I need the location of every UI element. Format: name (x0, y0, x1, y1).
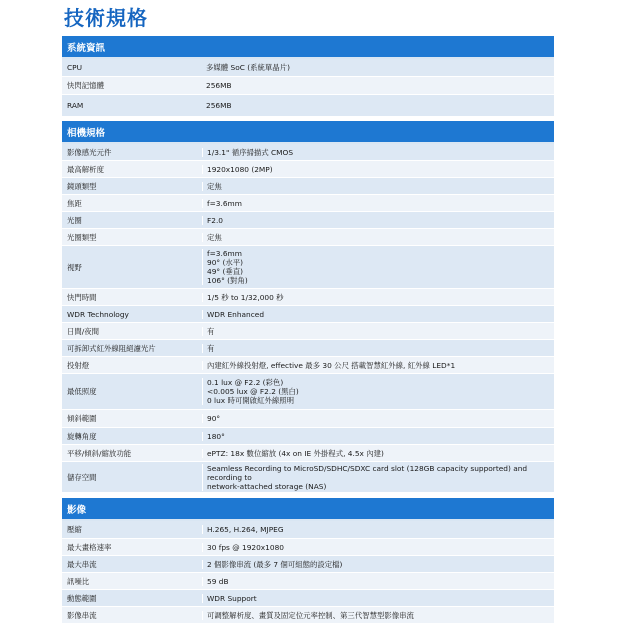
spec-row-sensor (62, 144, 554, 161)
section-header-video: 影像 (62, 498, 554, 521)
spec-label: CPU (67, 63, 83, 72)
spec-label: 儲存空間 (67, 472, 97, 482)
spec-label: 訊噪比 (67, 576, 90, 586)
spec-label: 視野 (67, 262, 82, 272)
spec-label: 光圈類型 (67, 232, 97, 242)
spec-label: 影像串流 (67, 610, 97, 620)
spec-value: 256MB (206, 101, 232, 110)
spec-row-max-resolution (62, 161, 554, 178)
spec-value: Seamless Recording to MicroSD/SDHC/SDXC card slot (128GB capacity supported) and recording to network-attached storage (NAS) (202, 464, 554, 491)
spec-label: 鏡頭類型 (67, 181, 97, 191)
spec-label: 快閃記憶體 (67, 81, 104, 90)
spec-row-shutter-time (62, 289, 554, 306)
spec-value: WDR Support (202, 594, 554, 603)
spec-value: 90° (202, 414, 554, 423)
spec-value: 256MB (206, 81, 232, 90)
spec-value: 定焦 (202, 182, 554, 191)
spec-row-field-of-view (62, 246, 554, 289)
spec-row-ir-cut-filter (62, 340, 554, 357)
spec-value: 180° (202, 432, 554, 441)
spec-label: 最高解析度 (67, 164, 104, 174)
spec-label: 光圈 (67, 215, 82, 225)
spec-label: 壓縮 (67, 525, 82, 534)
spec-value: f=3.6mm (202, 199, 554, 208)
page-title: 技術規格 (64, 6, 148, 30)
spec-row-tilt-range (62, 410, 554, 428)
spec-row-aperture (62, 212, 554, 229)
spec-value: 1920x1080 (2MP) (202, 165, 554, 174)
spec-row-focal-length (62, 195, 554, 212)
spec-value: 30 fps @ 1920x1080 (202, 543, 554, 552)
spec-label: 旋轉角度 (67, 431, 97, 441)
spec-row-dynamic-range (62, 590, 554, 607)
spec-value: 內建紅外線投射燈, effective 最多 30 公尺 搭載智慧紅外線, 紅外線 LED*1 (202, 361, 554, 370)
spec-value: WDR Enhanced (202, 310, 554, 319)
spec-value: 定焦 (202, 233, 554, 242)
spec-value: 59 dB (202, 577, 554, 586)
spec-row-ram (62, 95, 554, 117)
spec-label: 日間/夜間 (67, 326, 100, 336)
spec-row-day-night (62, 323, 554, 340)
spec-value: 有 (202, 327, 554, 336)
section-system (62, 36, 554, 117)
spec-row-max-streams (62, 556, 554, 573)
section-header-camera: 相機規格 (62, 121, 554, 144)
spec-row-ptz (62, 445, 554, 462)
section-video (62, 498, 554, 624)
spec-row-video-streaming (62, 607, 554, 624)
spec-label: 焦距 (67, 198, 82, 208)
spec-label: 動態範圍 (67, 593, 97, 603)
spec-value: 可調整解析度、畫質及固定位元率控制、第三代智慧型影像串流 (202, 611, 554, 620)
spec-row-max-frame-rate (62, 539, 554, 556)
spec-row-aperture-type (62, 229, 554, 246)
spec-value: H.265, H.264, MJPEG (202, 525, 554, 534)
section-header-system: 系統資訊 (62, 36, 554, 59)
spec-row-storage (62, 462, 554, 493)
spec-value: f=3.6mm 90° (水平) 49° (垂直) 106° (對角) (202, 249, 554, 285)
spec-label: 快門時間 (67, 292, 97, 302)
spec-label: 傾斜範圍 (67, 414, 97, 423)
spec-value: 有 (202, 344, 554, 353)
spec-label: 最大串流 (67, 559, 97, 569)
spec-row-cpu (62, 59, 554, 77)
spec-row-flash (62, 77, 554, 95)
spec-row-snr (62, 573, 554, 590)
spec-label: RAM (67, 101, 84, 110)
spec-label: 可拆卸式紅外線阻絕濾光片 (67, 343, 156, 353)
spec-row-illuminator (62, 357, 554, 374)
spec-row-wdr (62, 306, 554, 323)
spec-label: WDR Technology (67, 309, 129, 319)
spec-label: 最大畫格速率 (67, 542, 112, 552)
spec-label: 投射燈 (67, 360, 90, 370)
spec-value: 0.1 lux @ F2.2 (彩色) <0.005 lux @ F2.2 (黑白) 0 lux 時可開啟紅外線照明 (202, 378, 554, 405)
spec-row-lens-type (62, 178, 554, 195)
spec-value: F2.0 (202, 216, 554, 225)
spec-value: 多媒體 SoC (系統單晶片) (206, 63, 290, 72)
spec-value: 1/5 秒 to 1/32,000 秒 (202, 293, 554, 302)
spec-row-rotation (62, 428, 554, 445)
spec-label: 影像感光元件 (67, 147, 112, 157)
spec-value: 1/3.1" 循序掃描式 CMOS (202, 148, 554, 157)
spec-value: 2 個影像串流 (最多 7 個可組態的設定檔) (202, 560, 554, 569)
spec-value: ePTZ: 18x 數位縮放 (4x on IE 外掛程式, 4.5x 內建) (202, 449, 554, 458)
section-camera (62, 121, 554, 493)
spec-label: 最低照度 (67, 387, 97, 396)
spec-row-min-illumination (62, 374, 554, 410)
spec-label: 平移/傾斜/縮放功能 (67, 448, 132, 458)
spec-row-compression (62, 521, 554, 539)
